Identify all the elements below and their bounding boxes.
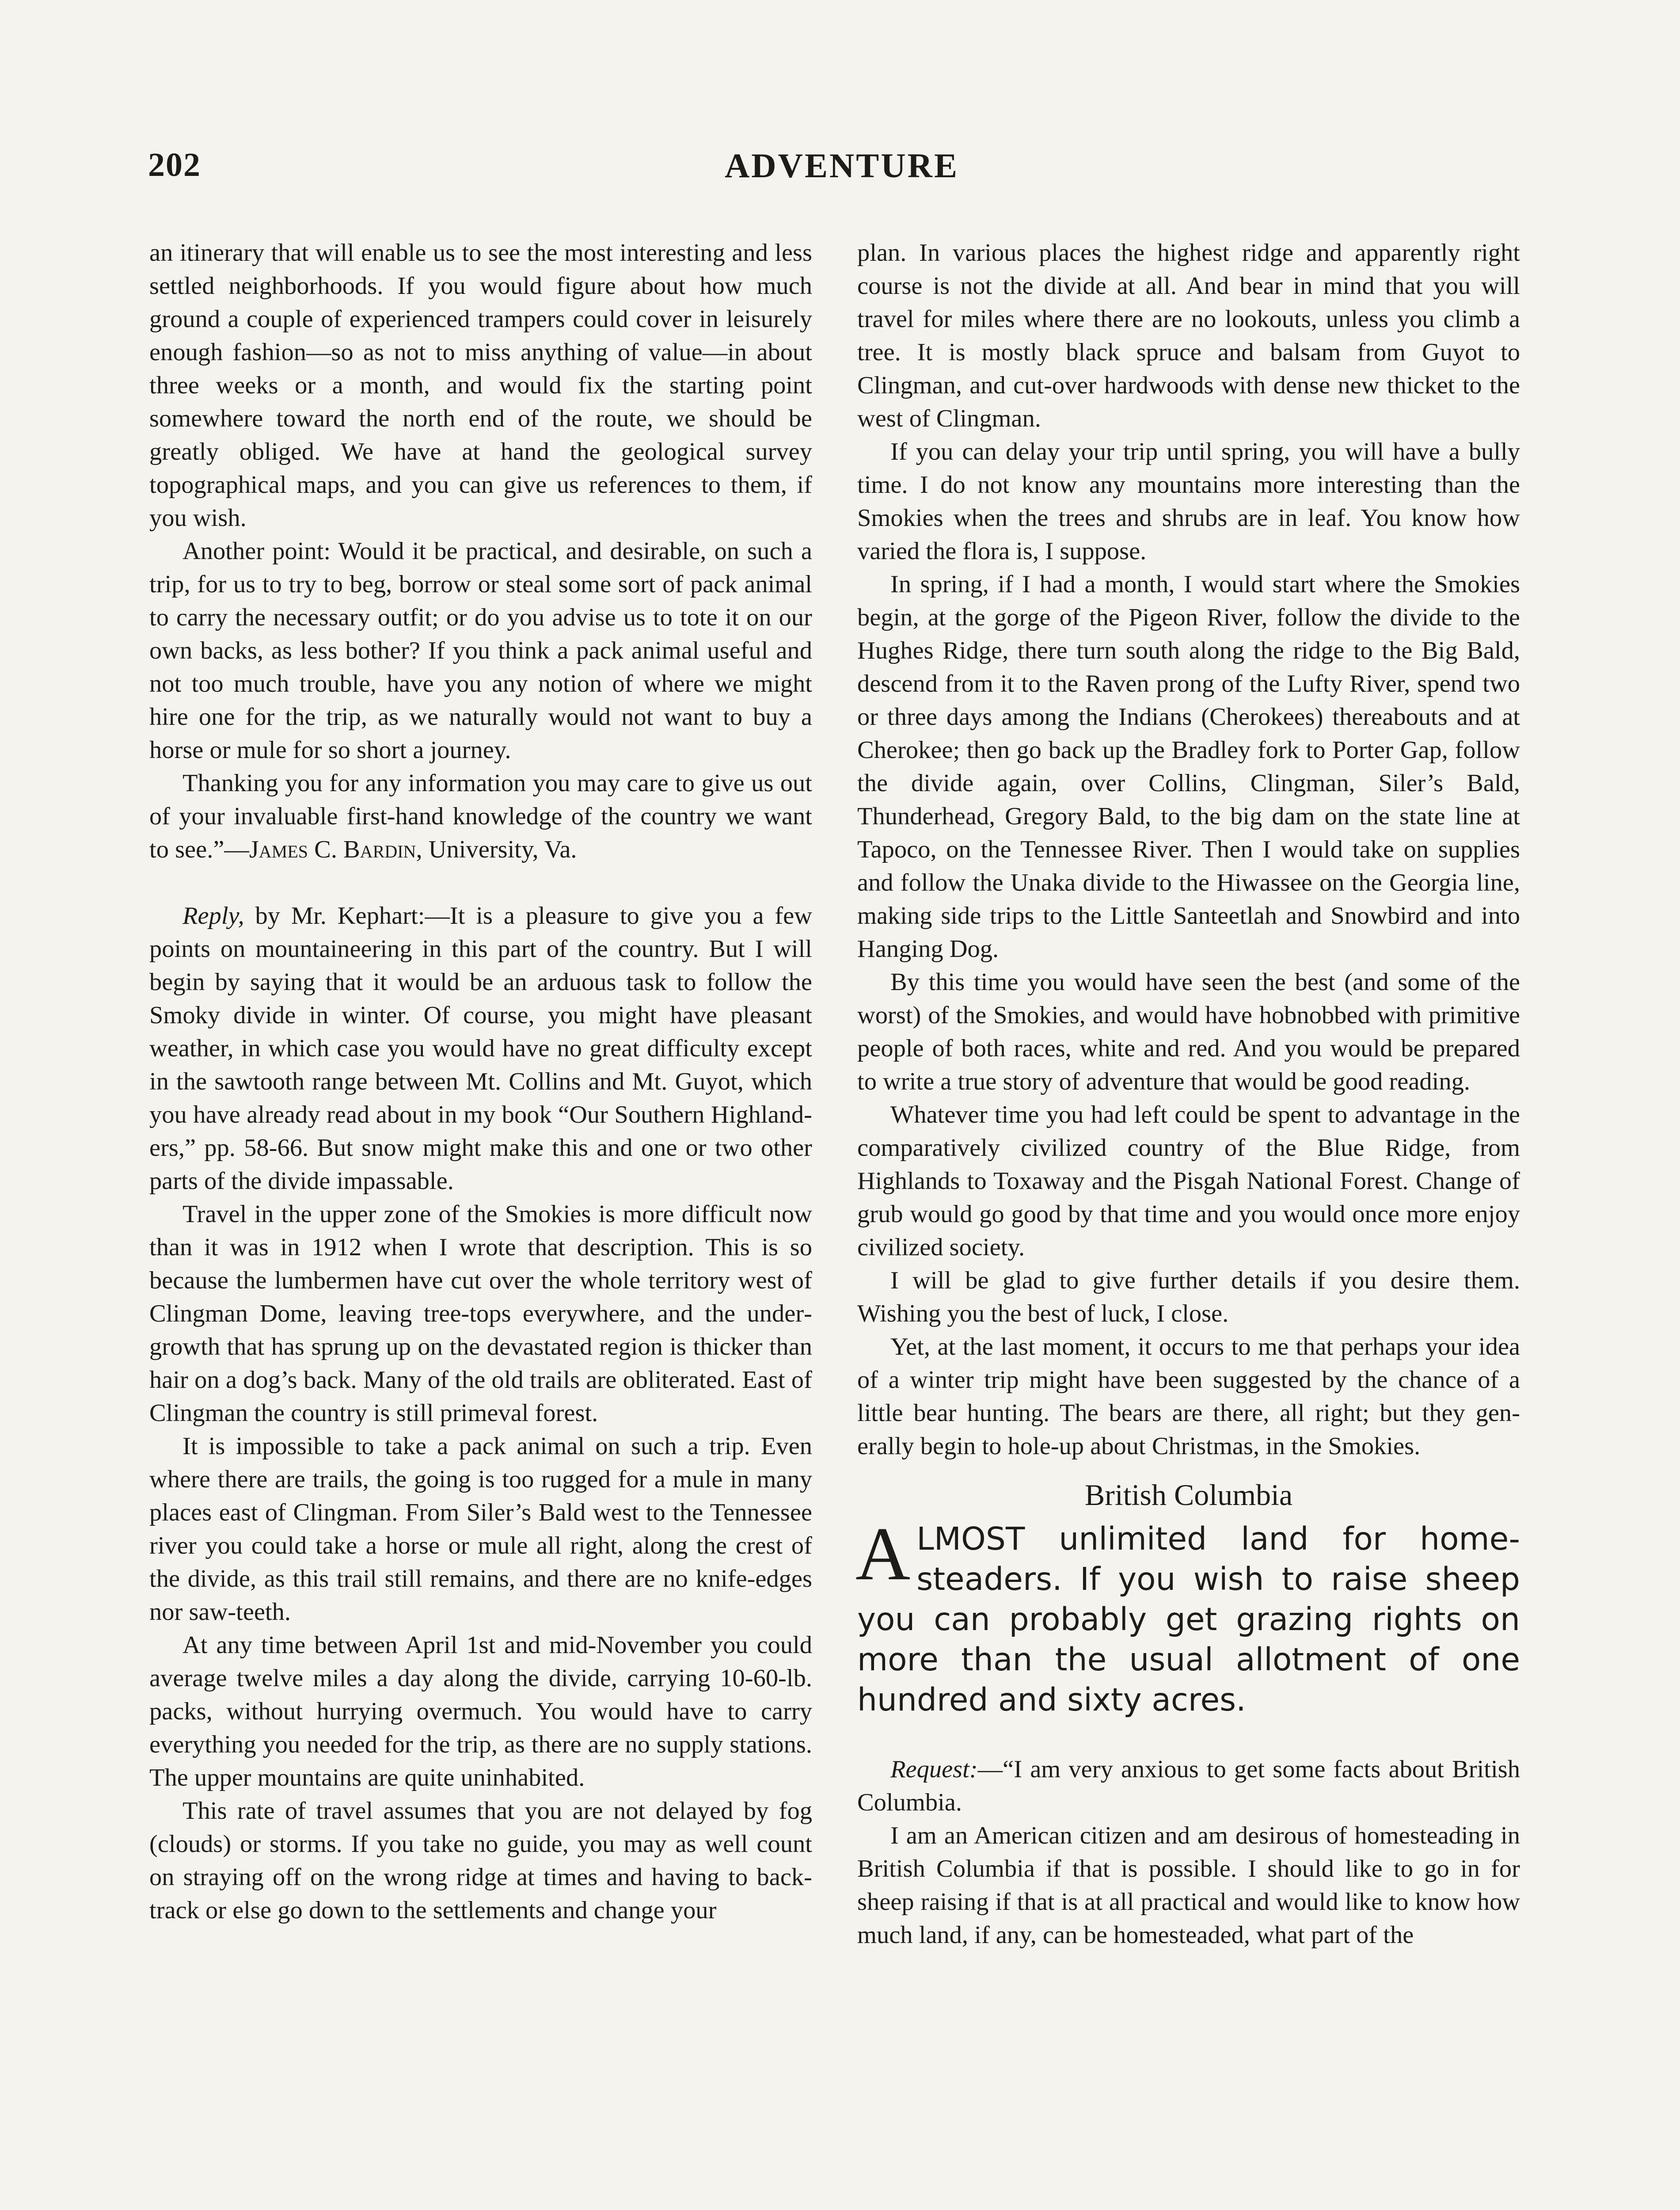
lead-text: LMOST unlimited land for homesteaders. If you wish to raise sheep you can probably get grazing rights on more than the usual allotment of one hundred and sixty acres. xyxy=(857,1520,1520,1718)
paragraph: In spring, if I had a month, I would start where the Smokies begin, at the gorge of the Pigeon River, follow the divide to the Hughes Ridge, there turn south along the ridge to the Big Bald, descend from it to the Raven prong of the Lufty River, spend two or three days among the Indians (Cherokees) thereabouts and at Cherokee; then go back up the Bradley fork to Porter Gap, follow the divide again, over Collins, Clingman, Siler’s Bald, Thunderhead, Gregory Bald, to the big dam on the state line at Tapoco, on the Tennessee River. Then I would take on supplies and follow the Unaka divide to the Hiwassee on the Georgia line, making side trips to the Little Santeetlah and Snowbird and into Hanging Dog. xyxy=(857,571,1520,963)
paragraph: By this time you would have seen the best (and some of the worst) of the Smokies, and would have hobnobbed with primitive people of both races, white and red. And you would be prepared to write a true story of adventure that would be good reading. xyxy=(857,968,1520,1095)
reply-paragraph xyxy=(149,899,812,1198)
paragraph: Yet, at the last moment, it occurs to me that perhaps your idea of a winter trip might have been suggested by the chance of a little bear hunting. The bears are there, all right; but they generally begin to hole-up about Christmas, in the Smokies. xyxy=(857,1333,1520,1460)
request-paragraph xyxy=(857,1753,1520,1819)
page-number: 202 xyxy=(148,146,201,183)
paragraph: plan. In various places the highest ridge and apparently right course is not the divide at all. And bear in mind that you will travel for miles where there are no lookouts, unless you climb a tree. It is mostly black spruce and balsam from Guyot to Clingman, and cut-over hardwoods with dense new thicket to the west of Clingman. xyxy=(857,239,1520,432)
right-column xyxy=(857,236,1520,1952)
section-lead xyxy=(855,1512,1520,1720)
paragraph: I am an American citizen and am desirous of homesteading in British Columbia if that is possible. I should like to go in for sheep raising if that is at all practical and would like to know how much land, if any, can be homesteaded, what part of the xyxy=(857,1822,1520,1949)
paragraph: Whatever time you had left could be spent to advantage in the comparatively civilized country of the Blue Ridge, from Highlands to Toxaway and the Pisgah National Forest. Change of grub would go good by that time and you would once more enjoy civilized society. xyxy=(857,1101,1520,1261)
paragraph: an itinerary that will enable us to see the most interesting and less settled neighborhoods. If you would figure about how much ground a couple of experienced trampers could cover in leisurely enough fashion—so as not to miss anything of value—in about three weeks or a month, and would fix the starting point somewhere toward the north end of the route, we should be greatly obliged. We have at hand the geological survey topographical maps, and you can give us references to them, if you wish. xyxy=(149,239,812,532)
paragraph: It is impossible to take a pack animal on such a trip. Even where there are trails, the going is too rugged for a mule in many places east of Clingman. From Siler’s Bald west to the Tennessee river you could take a horse or mule all right, along the crest of the divide, as this trail still remains, and there are no knife-edges nor saw-teeth. xyxy=(149,1433,812,1626)
paragraph: I will be glad to give further details if you desire them. Wishing you the best of luck, I close. xyxy=(857,1267,1520,1327)
paragraph: This rate of travel assumes that you are not delayed by fog (clouds) or storms. If you take no guide, you may as well count on straying off on the wrong ridge at times and having to back-track or else go down to the settlements and change your xyxy=(149,1797,812,1924)
letter-place: , University, Va. xyxy=(416,836,577,863)
paragraph-text: by Mr. Kephart:—It is a pleasure to give you a few points on mountaineering in this part of the country. But I will begin by saying that it would be an arduous task to follow the Smoky divide in winter. Of course, you might have pleasant weather, in which case you would have no great difficulty except in the sawtooth range between Mt. Collins and Mt. Guyot, which you have already read about in my book “Our Southern Highlanders,” pp. 58-66. But snow might make this and one or two other parts of the divide impassable. xyxy=(149,902,812,1195)
running-head: ADVENTURE xyxy=(724,146,959,185)
letter-signature: James C. Bardin xyxy=(249,836,416,863)
paragraph: If you can delay your trip until spring, you will have a bully time. I do not know any mountains more interesting than the Smokies when the trees and shrubs are in leaf. You know how varied the flora is, I suppose. xyxy=(857,438,1520,565)
request-label: Request: xyxy=(890,1756,978,1783)
paragraph-text: Thanking you for any information you may care to give us out of your invaluable first-hand knowledge of the country we want to see.”— xyxy=(149,770,812,863)
left-column xyxy=(149,236,812,1927)
paragraph: Travel in the upper zone of the Smokies is more difficult now than it was in 1912 when I wrote that description. This is so because the lumbermen have cut over the whole territory west of Clingman Dome, leaving tree-tops everywhere, and the undergrowth that has sprung up on the devastated region is thicker than hair on a dog’s back. Many of the old trails are obliterated. East of Clingman the country is still primeval forest. xyxy=(149,1200,812,1427)
drop-cap: A xyxy=(855,1512,911,1596)
paragraph-text: —“I am very anxious to get some facts about British Columbia. xyxy=(857,1756,1520,1816)
paragraph-closing-letter xyxy=(149,767,812,866)
paragraph: Another point: Would it be practical, and desirable, on such a trip, for us to try to beg, borrow or steal some sort of pack animal to carry the necessary outfit; or do you advise us to tote it on our own backs, as less bother? If you think a pack animal useful and not too much trouble, have you any notion of where we might hire one for the trip, as we naturally would not want to buy a horse or mule for so short a journey. xyxy=(149,537,812,764)
reply-label: Reply, xyxy=(182,902,244,930)
section-title: British Columbia xyxy=(1084,1478,1293,1512)
page-header xyxy=(148,146,1536,203)
paragraph: At any time between April 1st and mid-November you could average twelve miles a day along the divide, carrying 10-60-lb. packs, without hurrying overmuch. You would have to carry everything you needed for the trip, as there are no supply stations. The upper mountains are quite uninhabited. xyxy=(149,1631,812,1791)
